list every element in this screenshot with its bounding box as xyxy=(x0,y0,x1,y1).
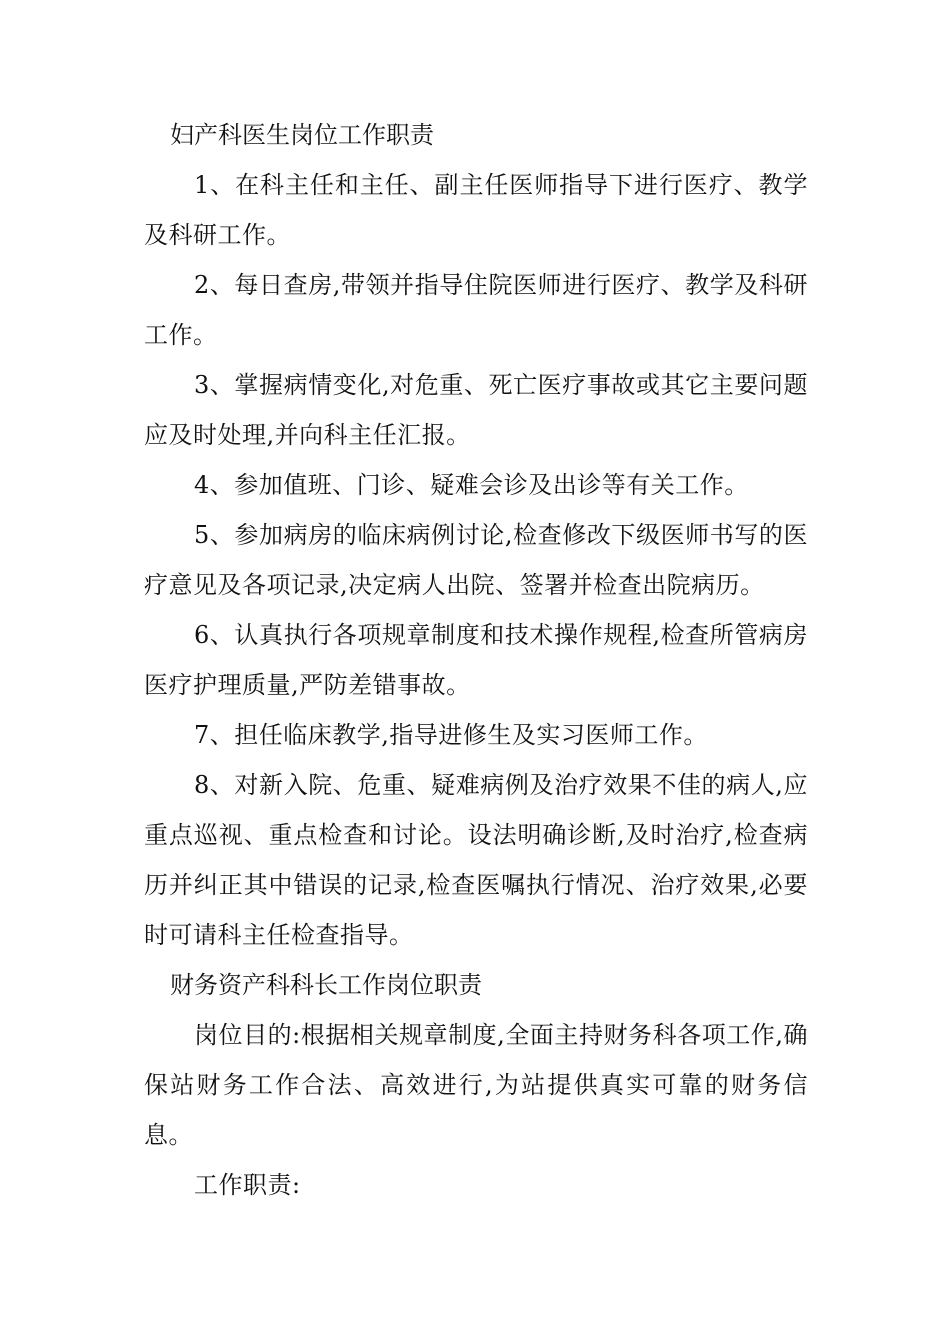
duty-item-3: 3、掌握病情变化,对危重、死亡医疗事故或其它主要问题应及时处理,并向科主任汇报。 xyxy=(144,371,808,449)
duty-item-8: 8、对新入院、危重、疑难病例及治疗效果不佳的病人,应重点巡视、重点检查和讨论。设法明确诊断,及时治疗,检查病历并纠正其中错误的记录,检查医嘱执行情况、治疗效果,必要时可请科主任检查指导。 xyxy=(144,771,808,949)
duties-heading: 工作职责: xyxy=(194,1171,301,1199)
duty-item-7: 7、担任临床教学,指导进修生及实习医师工作。 xyxy=(194,721,708,749)
duty-item-4: 4、参加值班、门诊、疑难会诊及出诊等有关工作。 xyxy=(194,471,749,499)
duty-item-1: 1、在科主任和主任、副主任医师指导下进行医疗、教学及科研工作。 xyxy=(144,171,808,249)
section-title-obgyn: 妇产科医生岗位工作职责 xyxy=(170,121,434,149)
document-body xyxy=(144,110,808,1210)
duty-item-6: 6、认真执行各项规章制度和技术操作规程,检查所管病房医疗护理质量,严防差错事故。 xyxy=(144,621,808,699)
duty-item-2: 2、每日查房,带领并指导住院医师进行医疗、教学及科研工作。 xyxy=(144,271,808,349)
job-purpose: 岗位目的:根据相关规章制度,全面主持财务科各项工作,确保站财务工作合法、高效进行,为站提供真实可靠的财务信息。 xyxy=(144,1021,808,1149)
duty-item-5: 5、参加病房的临床病例讨论,检查修改下级医师书写的医疗意见及各项记录,决定病人出院、签署并检查出院病历。 xyxy=(144,521,808,599)
section-title-finance: 财务资产科科长工作岗位职责 xyxy=(170,971,482,999)
